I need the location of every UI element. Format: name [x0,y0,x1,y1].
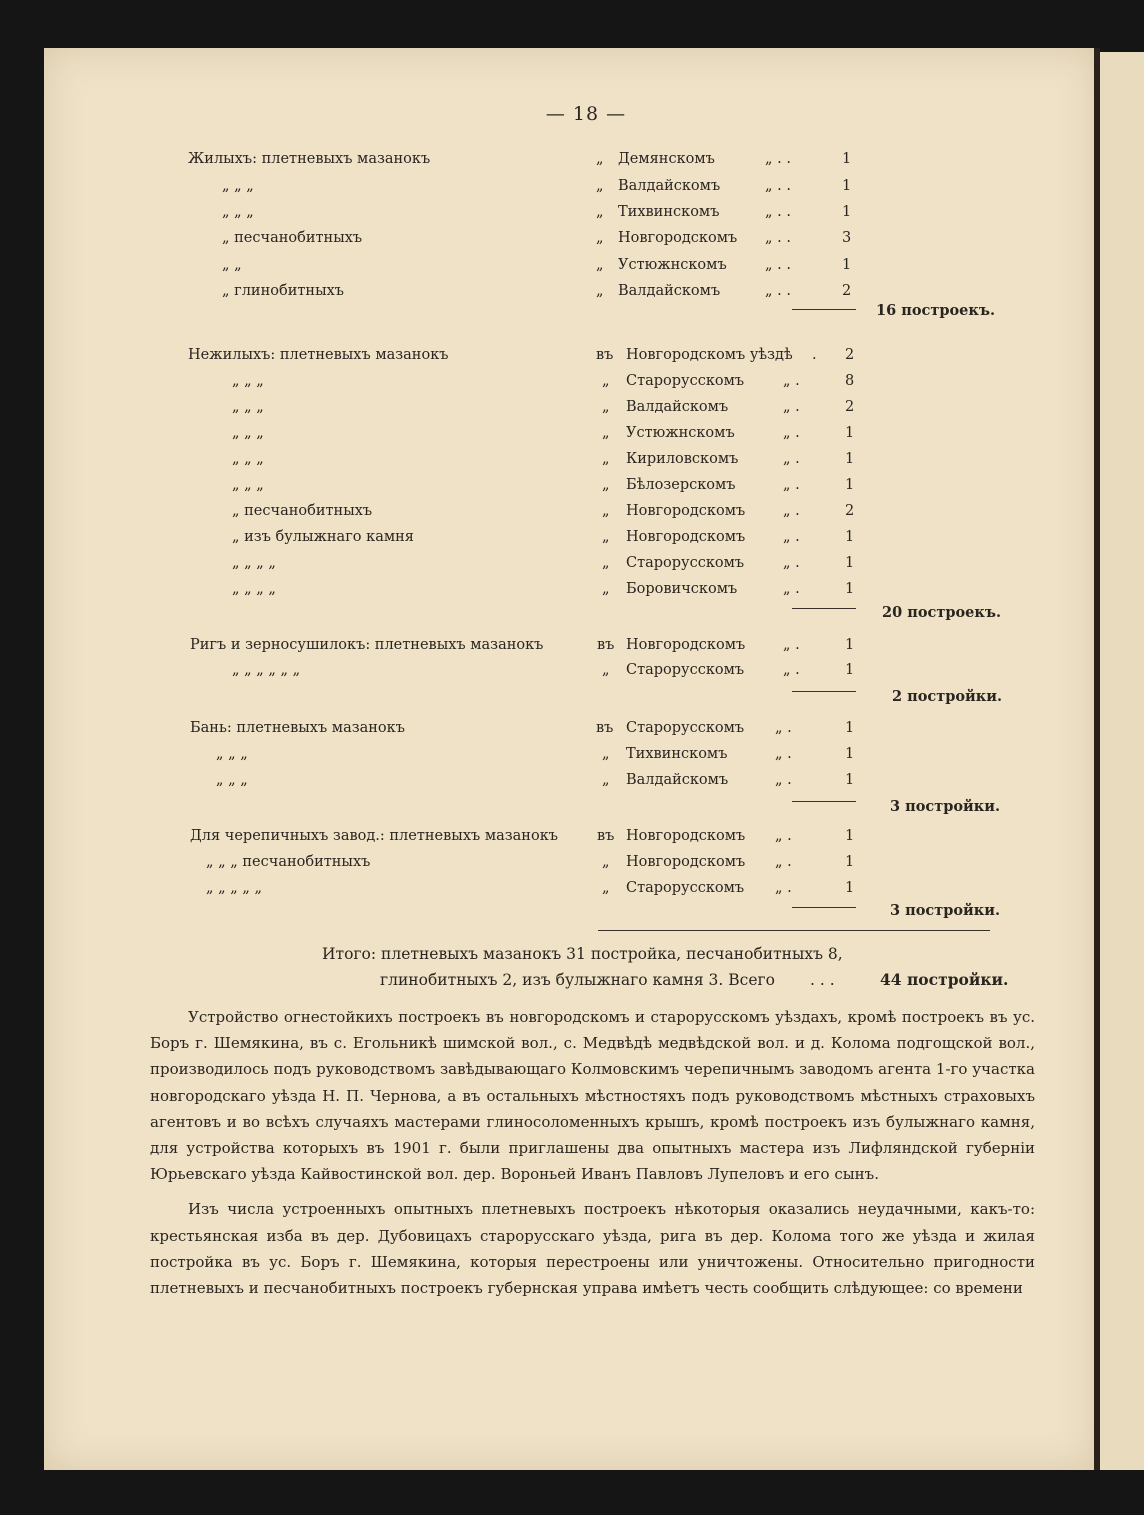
row-label: „ изъ булыжнаго камня [232,529,414,545]
row-count: 1 [845,451,855,467]
row-place: Валдайскомъ [626,772,729,788]
row-label: „ „ „ [232,373,264,389]
row-count: 1 [845,477,855,493]
section-total: 3 постройки. [890,902,1001,919]
row-place: Старорусскомъ [626,720,745,736]
row-place: Устюжнскомъ [618,257,727,273]
row-place: Устюжнскомъ [626,425,735,441]
row-place: Кириловскомъ [626,451,739,467]
row-label: „ „ „ [216,746,248,762]
row-count: 1 [845,555,855,571]
row-prep: „ [602,662,610,678]
row-label: „ „ „ [232,425,264,441]
paragraph: Изъ числа устроенныхъ опытныхъ плетневыхъ построекъ нѣкоторыя оказались неудачными, какъ-то: крестьянская изба въ дер. Дубовицахъ старорусскаго уѣзда, рига въ дер. Колома того же уѣзда и жилая постройка въ ус. Боръ г. Шемякина, которыя перестроены или уничтожены. Относительно пригодности плетневыхъ и песчанобитныхъ построекъ губернская управа имѣетъ честь сообщить слѣдующее: со времени [150,1200,1035,1298]
row-dots: „ . [775,854,792,870]
row-dots: „ . [783,637,800,653]
row-dots: „ . [775,772,792,788]
row-prep: „ [602,451,610,467]
row-place: Старорусскомъ [626,373,745,389]
row-place: Старорусскомъ [626,555,745,571]
row-dots: „ . [783,662,800,678]
adjacent-page-edge [1100,52,1144,1470]
row-dots: „ . [783,425,800,441]
section-total: 3 постройки. [890,798,1001,815]
row-dots: „ . [775,720,792,736]
row-prep: „ [602,477,610,493]
row-label: Бань: плетневыхъ мазанокъ [190,720,405,736]
row-count: 1 [845,746,855,762]
row-count: 1 [845,581,855,597]
row-place: Новгородскомъ [626,637,746,653]
summary-total: 44 постройки. [880,970,1009,989]
row-label: „ „ „ [232,399,264,415]
row-prep: въ [596,720,614,736]
row-dots: „ . [775,746,792,762]
row-label: „ „ „ [216,772,248,788]
row-place: Бѣлозерскомъ [626,477,736,493]
row-dots: „ . . [765,283,791,299]
row-place: Новгородскомъ [626,503,746,519]
row-count: 1 [842,204,852,220]
subtotal-rule [792,801,856,802]
row-prep: „ [596,178,604,194]
row-prep: „ [596,257,604,273]
row-label: „ песчанобитныхъ [222,230,363,246]
row-label: Жилыхъ: плетневыхъ мазанокъ [188,151,431,167]
row-place: Валдайскомъ [618,283,721,299]
row-label: „ „ „ „ „ „ [232,662,301,678]
row-count: 2 [842,283,852,299]
row-prep: „ [602,555,610,571]
row-count: 1 [842,178,852,194]
row-prep: „ [602,503,610,519]
row-label: „ „ „ „ [232,555,276,571]
row-count: 1 [845,720,855,736]
row-label: „ „ „ [222,204,254,220]
row-count: 1 [842,151,852,167]
row-dots: „ . [783,451,800,467]
row-prep: въ [597,637,615,653]
row-place: Демянскомъ [618,151,715,167]
row-dots: „ . [775,828,792,844]
row-dots: „ . [783,477,800,493]
subtotal-rule [792,907,856,908]
section-total: 16 построекъ. [876,302,996,319]
row-prep: „ [596,204,604,220]
subtotal-rule [792,691,856,692]
row-place: Старорусскомъ [626,662,745,678]
row-dots: „ . [783,581,800,597]
summary-dots: . . . [810,971,835,989]
row-dots: „ . . [765,257,791,273]
row-dots: „ . [775,880,792,896]
row-prep: „ [602,581,610,597]
body-text [150,1004,1035,1310]
row-place: Боровичскомъ [626,581,738,597]
row-prep: „ [602,373,610,389]
summary-line-2: глинобитныхъ 2, изъ булыжнаго камня 3. Всего [380,971,775,989]
row-label: „ „ [222,257,242,273]
row-prep: „ [602,399,610,415]
row-place: Валдайскомъ [626,399,729,415]
row-count: 1 [845,772,855,788]
row-place: Старорусскомъ [626,880,745,896]
row-place: Новгородскомъ [618,230,738,246]
row-prep: „ [602,425,610,441]
summary-line-1: Итого: плетневыхъ мазанокъ 31 постройка, песчанобитныхъ 8, [322,945,843,963]
row-prep: въ [596,347,614,363]
row-place: Тихвинскомъ [618,204,720,220]
row-label: „ „ „ песчанобитныхъ [206,854,371,870]
row-prep: „ [596,230,604,246]
row-place: Новгородскомъ [626,828,746,844]
row-count: 1 [845,662,855,678]
row-dots: „ . [783,503,800,519]
row-dots: „ . [783,373,800,389]
row-count: 3 [842,230,852,246]
row-prep: „ [602,854,610,870]
row-count: 1 [842,257,852,273]
row-label: „ „ „ „ „ [206,880,262,896]
row-count: 2 [845,347,855,363]
row-place: Новгородскомъ [626,529,746,545]
row-label: „ „ „ „ [232,581,276,597]
row-place: Новгородскомъ уѣздѣ [626,347,793,363]
row-dots: . [812,347,817,363]
row-count: 1 [845,529,855,545]
row-prep: въ [597,828,615,844]
row-dots: „ . . [765,204,791,220]
row-dots: „ . . [765,151,791,167]
section-total: 2 постройки. [892,688,1003,705]
row-place: Тихвинскомъ [626,746,728,762]
row-count: 2 [845,503,855,519]
row-count: 1 [845,854,855,870]
page-number: — 18 — [545,103,627,125]
row-label: Нежилыхъ: плетневыхъ мазанокъ [188,347,449,363]
row-count: 1 [845,828,855,844]
row-dots: „ . [783,555,800,571]
row-count: 1 [845,425,855,441]
row-prep: „ [602,529,610,545]
row-dots: „ . . [765,178,791,194]
row-label: „ песчанобитныхъ [232,503,373,519]
subtotal-rule [792,608,856,609]
row-prep: „ [602,746,610,762]
subtotal-rule [792,309,856,310]
row-prep: „ [596,283,604,299]
row-count: 2 [845,399,855,415]
row-label: „ глинобитныхъ [222,283,345,299]
row-label: „ „ „ [222,178,254,194]
row-count: 1 [845,880,855,896]
paragraph: Устройство огнестойкихъ построекъ въ новгородскомъ и старорусскомъ уѣздахъ, кромѣ построекъ въ ус. Боръ г. Шемякина, въ с. Егольникѣ шимской вол., с. Медвѣдѣ медвѣдской вол. и д. Колома подгощской вол., производилось подъ руководствомъ завѣдывающаго Колмовскимъ черепичнымъ заводомъ агента 1-го участка новгородскаго уѣзда Н. П. Чернова, а въ остальныхъ мѣстностяхъ подъ руководствомъ мѣстныхъ страховыхъ агентовъ и во всѣхъ случаяхъ мастерами глиносоломенныхъ крышъ, кромѣ построекъ изъ булыжнаго камня, для устройства которыхъ въ 1901 г. были приглашены два опытныхъ мастера изъ Лифляндской губерніи Юрьевскаго уѣзда Кайвостинской вол. дер. Вороньей Иванъ Павловъ Лупеловъ и его сынъ. [150,1008,1035,1184]
summary-rule [598,930,990,931]
row-prep: „ [602,772,610,788]
row-place: Новгородскомъ [626,854,746,870]
row-prep: „ [596,151,604,167]
row-dots: „ . [783,529,800,545]
row-place: Валдайскомъ [618,178,721,194]
row-label: Для черепичныхъ завод.: плетневыхъ мазанокъ [190,828,558,844]
row-dots: „ . . [765,230,791,246]
row-prep: „ [602,880,610,896]
row-label: „ „ „ [232,477,264,493]
section-total: 20 построекъ. [882,604,1002,621]
row-count: 1 [845,637,855,653]
row-count: 8 [845,373,855,389]
row-dots: „ . [783,399,800,415]
row-label: Ригъ и зерносушилокъ: плетневыхъ мазанокъ [190,637,544,653]
row-label: „ „ „ [232,451,264,467]
